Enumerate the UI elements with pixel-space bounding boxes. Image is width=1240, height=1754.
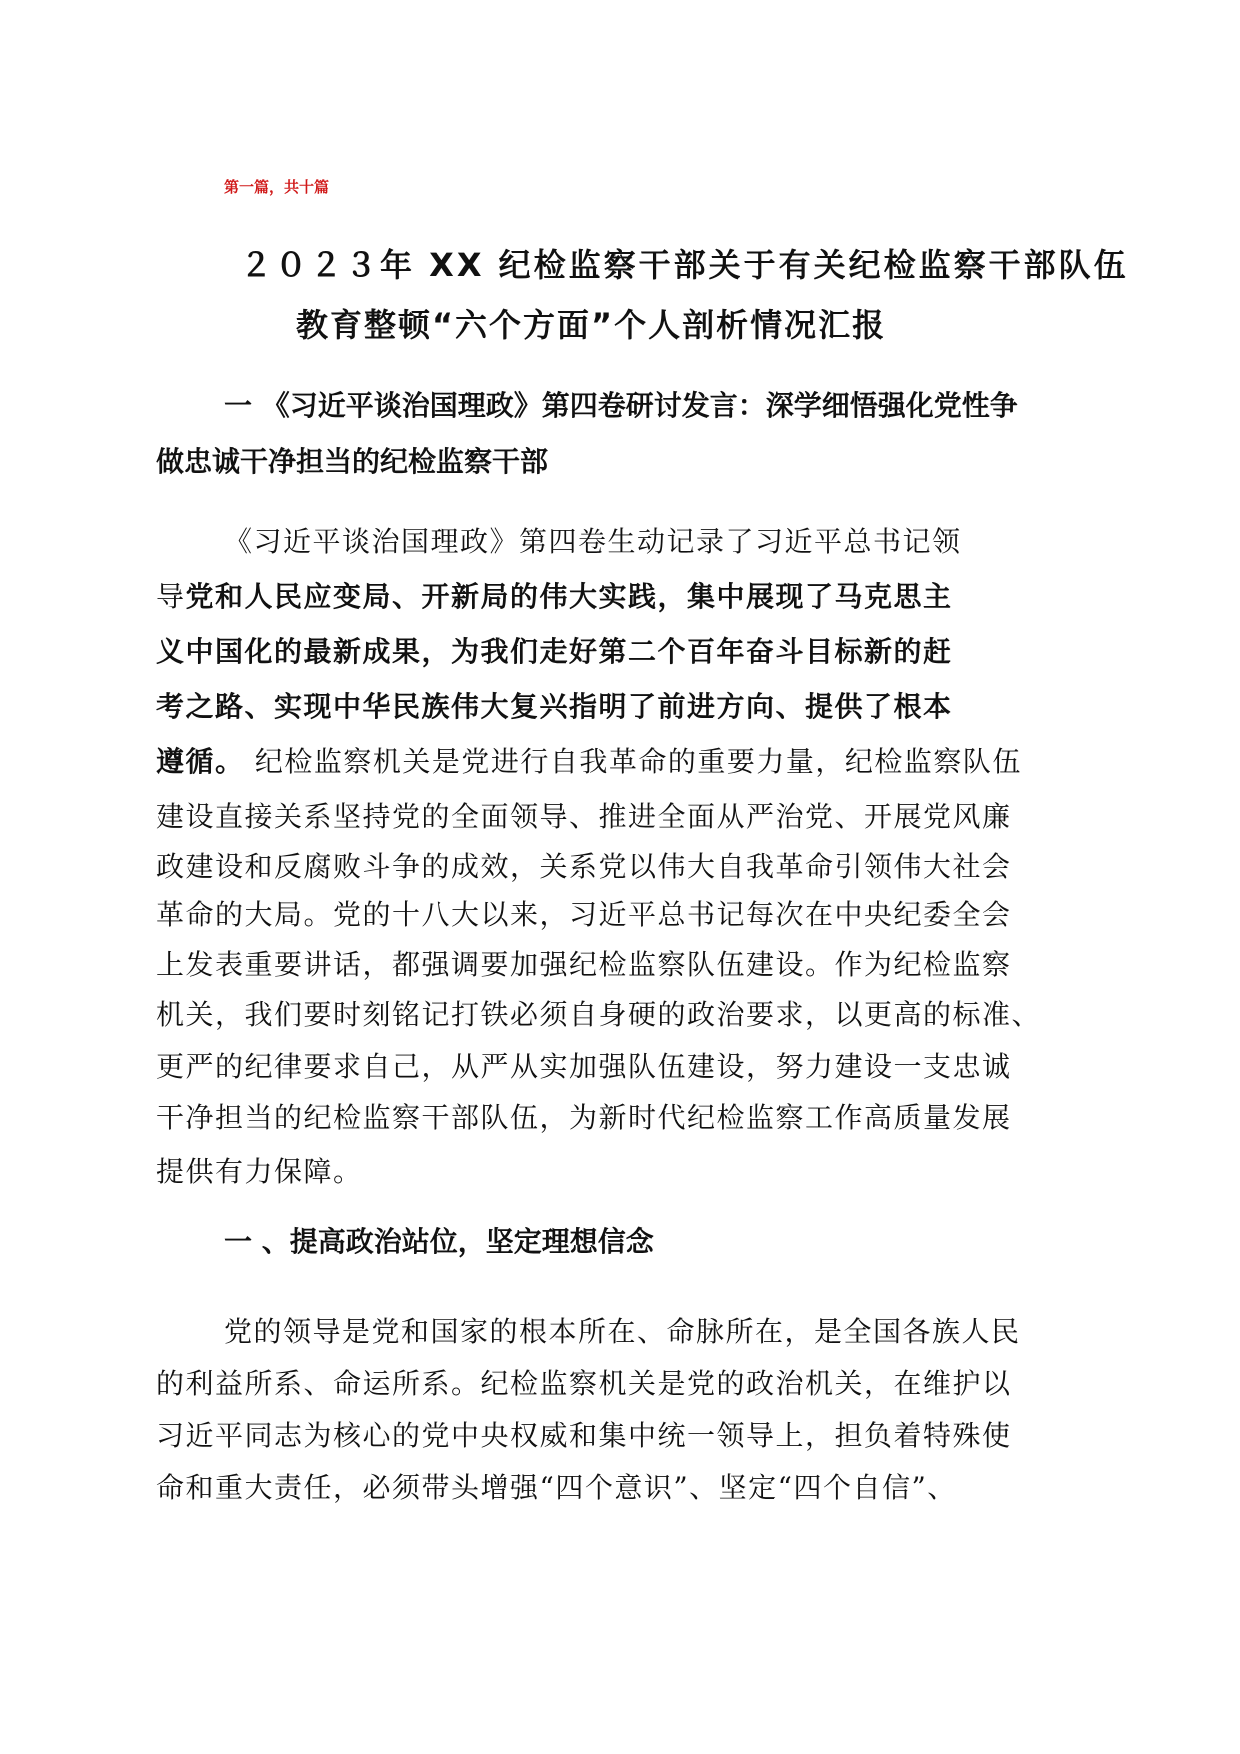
paragraph-line bbox=[156, 740, 1076, 780]
paragraph-line: 机关，我们要时刻铭记打铁必须自身硬的政治要求，以更高的标准、 bbox=[156, 998, 1042, 1031]
paragraph-line: 党的领导是党和国家的根本所在、命脉所在，是全国各族人民 bbox=[224, 1315, 1021, 1348]
paragraph-run: 纪检监察机关是党进行自我革命的重要力量，纪检监察队伍 bbox=[244, 745, 1022, 778]
paragraph-line: 上发表重要讲话，都强调要加强纪检监察队伍建设。作为纪检监察 bbox=[156, 948, 1012, 981]
paragraph-line: 政建设和反腐败斗争的成效，关系党以伟大自我革命引领伟大社会 bbox=[156, 850, 1012, 883]
paragraph-line: 命和重大责任，必须带头增强“四个意识”、坚定“四个自信”、 bbox=[156, 1471, 957, 1504]
section-2-heading: 一 、提高政治站位，坚定理想信念 bbox=[224, 1225, 654, 1258]
paragraph-line: 习近平同志为核心的党中央权威和集中统一领导上，担负着特殊使 bbox=[156, 1419, 1012, 1452]
series-label: 第一篇，共十篇 bbox=[224, 178, 330, 196]
paragraph-line: 义中国化的最新成果，为我们走好第二个百年奋斗目标新的赶 bbox=[156, 635, 953, 668]
paragraph-bold-run: 遵循。 bbox=[156, 745, 245, 778]
section-1-heading-line-1: 一 《习近平谈治国理政》第四卷研讨发言：深学细悟强化党性争 bbox=[224, 389, 1018, 422]
paragraph-line: 提供有力保障。 bbox=[156, 1155, 363, 1188]
paragraph-line: 更严的纪律要求自己，从严从实加强队伍建设，努力建设一支忠诚 bbox=[156, 1050, 1012, 1083]
paragraph-line: 建设直接关系坚持党的全面领导、推进全面从严治党、开展党风廉 bbox=[156, 800, 1012, 833]
paragraph-bold-run: 党和人民应变局、开新局的伟大实践，集中展现了马克思主 bbox=[185, 580, 953, 613]
section-1-heading-line-2: 做忠诚干净担当的纪检监察干部 bbox=[156, 445, 549, 478]
paragraph-line bbox=[156, 575, 1076, 615]
paragraph-line: 干净担当的纪检监察干部队伍，为新时代纪检监察工作高质量发展 bbox=[156, 1101, 1012, 1134]
paragraph-run: 导 bbox=[156, 580, 186, 613]
document-title-line-2: 教育整顿“六个方面”个人剖析情况汇报 bbox=[296, 306, 887, 344]
paragraph-line: 《习近平谈治国理政》第四卷生动记录了习近平总书记领 bbox=[224, 525, 962, 558]
paragraph-line: 革命的大局。党的十八大以来，习近平总书记每次在中央纪委全会 bbox=[156, 898, 1012, 931]
paragraph-line: 考之路、实现中华民族伟大复兴指明了前进方向、提供了根本 bbox=[156, 690, 953, 723]
paragraph-line: 的利益所系、命运所系。纪检监察机关是党的政治机关，在维护以 bbox=[156, 1367, 1012, 1400]
document-title-line-1: ２０２３年 XX 纪检监察干部关于有关纪检监察干部队伍 bbox=[240, 246, 1129, 284]
